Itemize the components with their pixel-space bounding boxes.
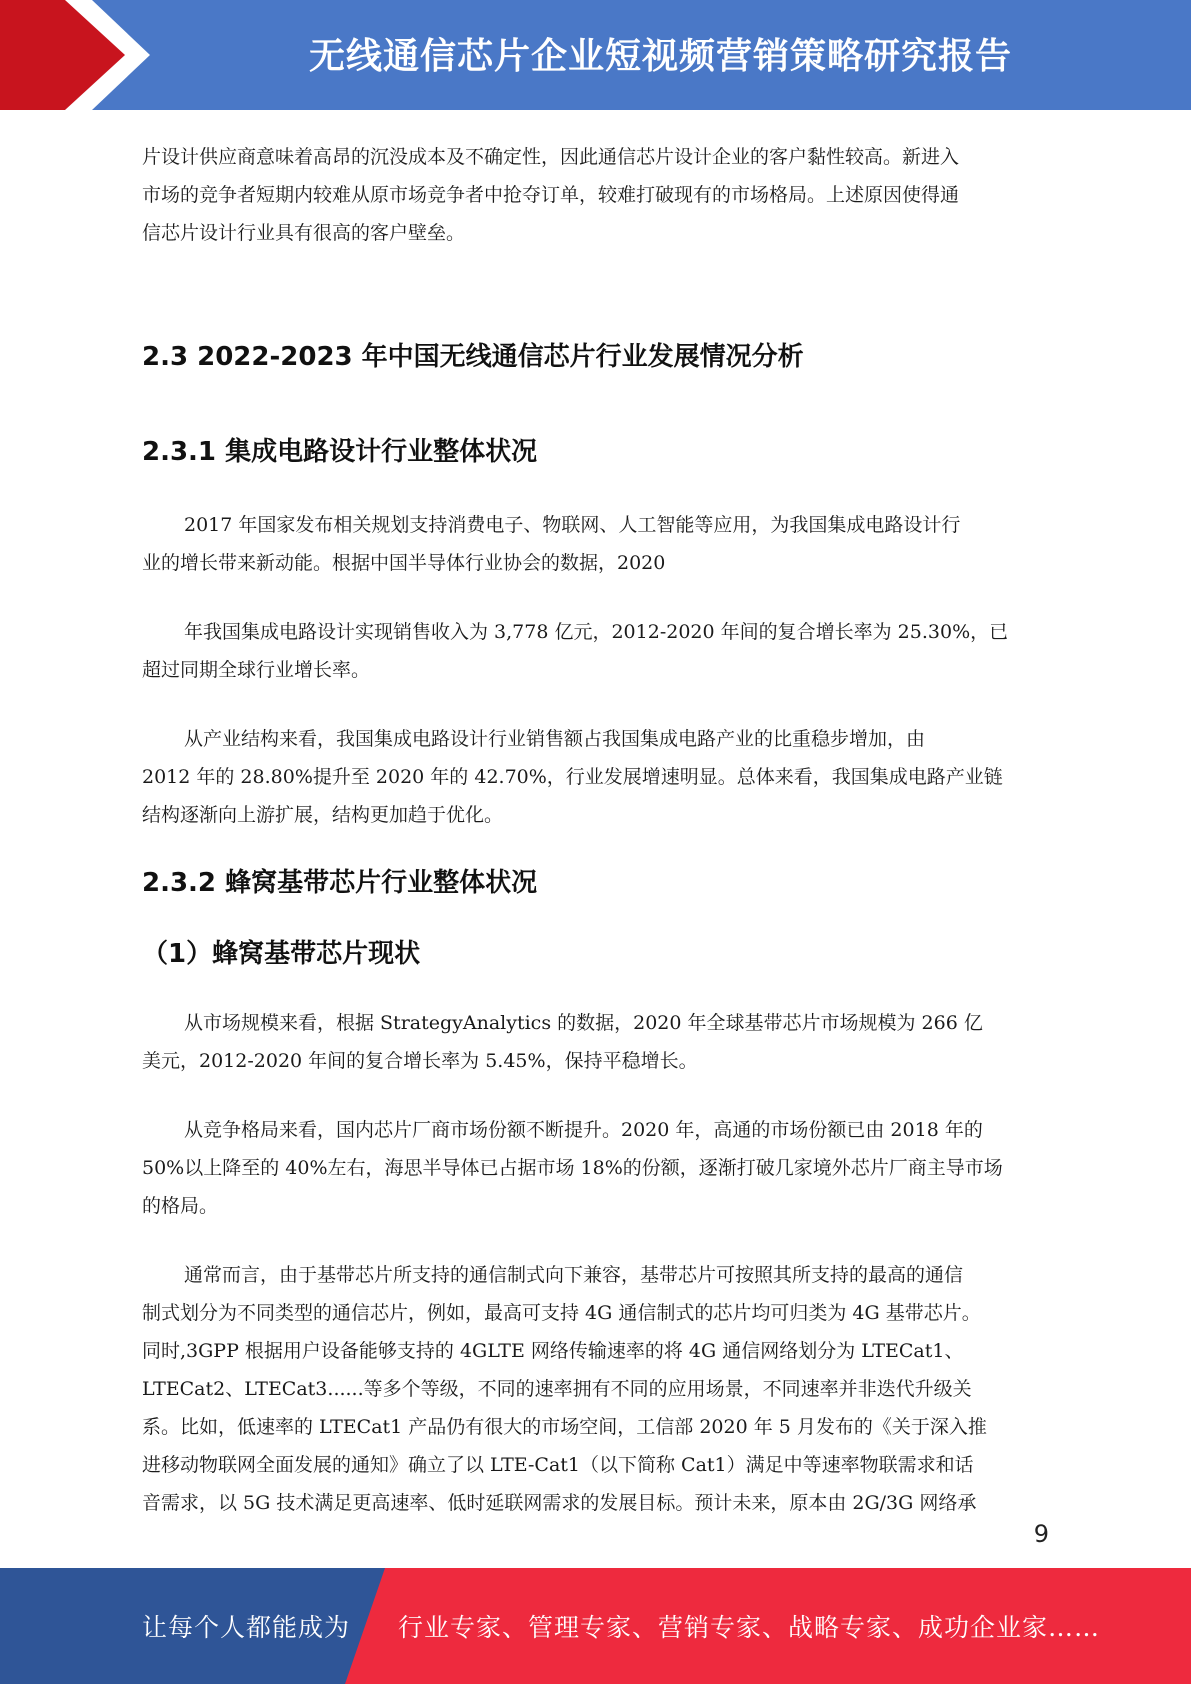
text-line: 制式划分为不同类型的通信芯片，例如，最高可支持 4G 通信制式的芯片均可归类为 4G 基带芯片。: [142, 1302, 981, 1324]
report-title: 无线通信芯片企业短视频营销策略研究报告: [308, 35, 1012, 77]
text-line: 通常而言，由于基带芯片所支持的通信制式向下兼容，基带芯片可按照其所支持的最高的通信: [184, 1264, 964, 1286]
section-heading-2-3: 2.3 2022-2023 年中国无线通信芯片行业发展情况分析: [142, 342, 804, 372]
text-line: LTECat2、LTECat3......等多个等级，不同的速率拥有不同的应用场景，不同速率并非迭代升级关: [142, 1378, 972, 1400]
section-heading-2-3-1: 2.3.1 集成电路设计行业整体状况: [142, 437, 538, 467]
text-line: 音需求，以 5G 技术满足更高速率、低时延联网需求的发展目标。预计未来，原本由 2G/3G 网络承: [142, 1492, 977, 1514]
intro-paragraph: [142, 138, 1047, 252]
text-line: 系。比如，低速率的 LTECat1 产品仍有很大的市场空间，工信部 2020 年 5 月发布的《关于深入推: [142, 1416, 987, 1438]
body-paragraph: [142, 506, 1047, 582]
text-line: 50%以上降至的 40%左右，海思半导体已占据市场 18%的份额，逐渐打破几家境外芯片厂商主导市场: [142, 1157, 1003, 1179]
section-heading-2-3-2: 2.3.2 蜂窝基带芯片行业整体状况: [142, 868, 538, 898]
text-line: 市场的竞争者短期内较难从原市场竞争者中抢夺订单，较难打破现有的市场格局。上述原因使得通: [142, 184, 960, 206]
text-line: 的格局。: [142, 1195, 219, 1217]
text-line: 年我国集成电路设计实现销售收入为 3,778 亿元，2012-2020 年间的复合增长率为 25.30%，已: [184, 621, 1009, 643]
text-line: 片设计供应商意味着高昂的沉没成本及不确定性，因此通信芯片设计企业的客户黏性较高。新进入: [142, 146, 960, 168]
text-line: 业的增长带来新动能。根据中国半导体行业协会的数据，2020: [142, 552, 666, 574]
body-paragraph: [142, 1111, 1047, 1225]
text-line: 从市场规模来看，根据 StrategyAnalytics 的数据，2020 年全球基带芯片市场规模为 266 亿: [184, 1012, 983, 1034]
text-line: 进移动物联网全面发展的通知》确立了以 LTE-Cat1（以下简称 Cat1）满足中等速率物联需求和话: [142, 1454, 974, 1476]
text-line: 信芯片设计行业具有很高的客户壁垒。: [142, 222, 466, 244]
body-paragraph: [142, 613, 1047, 689]
text-line: 超过同期全球行业增长率。: [142, 659, 371, 681]
body-paragraph: [142, 1256, 1047, 1522]
text-line: 从竞争格局来看，国内芯片厂商市场份额不断提升。2020 年，高通的市场份额已由 2018 年的: [184, 1119, 983, 1141]
footer-slogan-right: 行业专家、管理专家、营销专家、战略专家、成功企业家……: [398, 1613, 1101, 1642]
page-content: [142, 138, 1047, 1522]
text-line: 美元，2012-2020 年间的复合增长率为 5.45%，保持平稳增长。: [142, 1050, 698, 1072]
page-footer: [0, 1568, 1191, 1684]
page-number: 9: [1033, 1520, 1049, 1548]
body-paragraph: [142, 720, 1047, 834]
body-paragraph: [142, 1004, 1047, 1080]
text-line: 从产业结构来看，我国集成电路设计行业销售额占我国集成电路产业的比重稳步增加，由: [184, 728, 926, 750]
text-line: 同时,3GPP 根据用户设备能够支持的 4GLTE 网络传输速率的将 4G 通信网络划分为 LTECat1、: [142, 1340, 964, 1362]
footer-slogan-left: 让每个人都能成为: [142, 1613, 351, 1642]
subsection-heading-1: （1）蜂窝基带芯片现状: [142, 939, 421, 969]
text-line: 结构逐渐向上游扩展，结构更加趋于优化。: [142, 804, 504, 826]
text-line: 2017 年国家发布相关规划支持消费电子、物联网、人工智能等应用，为我国集成电路设计行: [184, 514, 961, 536]
text-line: 2012 年的 28.80%提升至 2020 年的 42.70%，行业发展增速明显。总体来看，我国集成电路产业链: [142, 766, 1003, 788]
page-header: [0, 0, 1191, 110]
